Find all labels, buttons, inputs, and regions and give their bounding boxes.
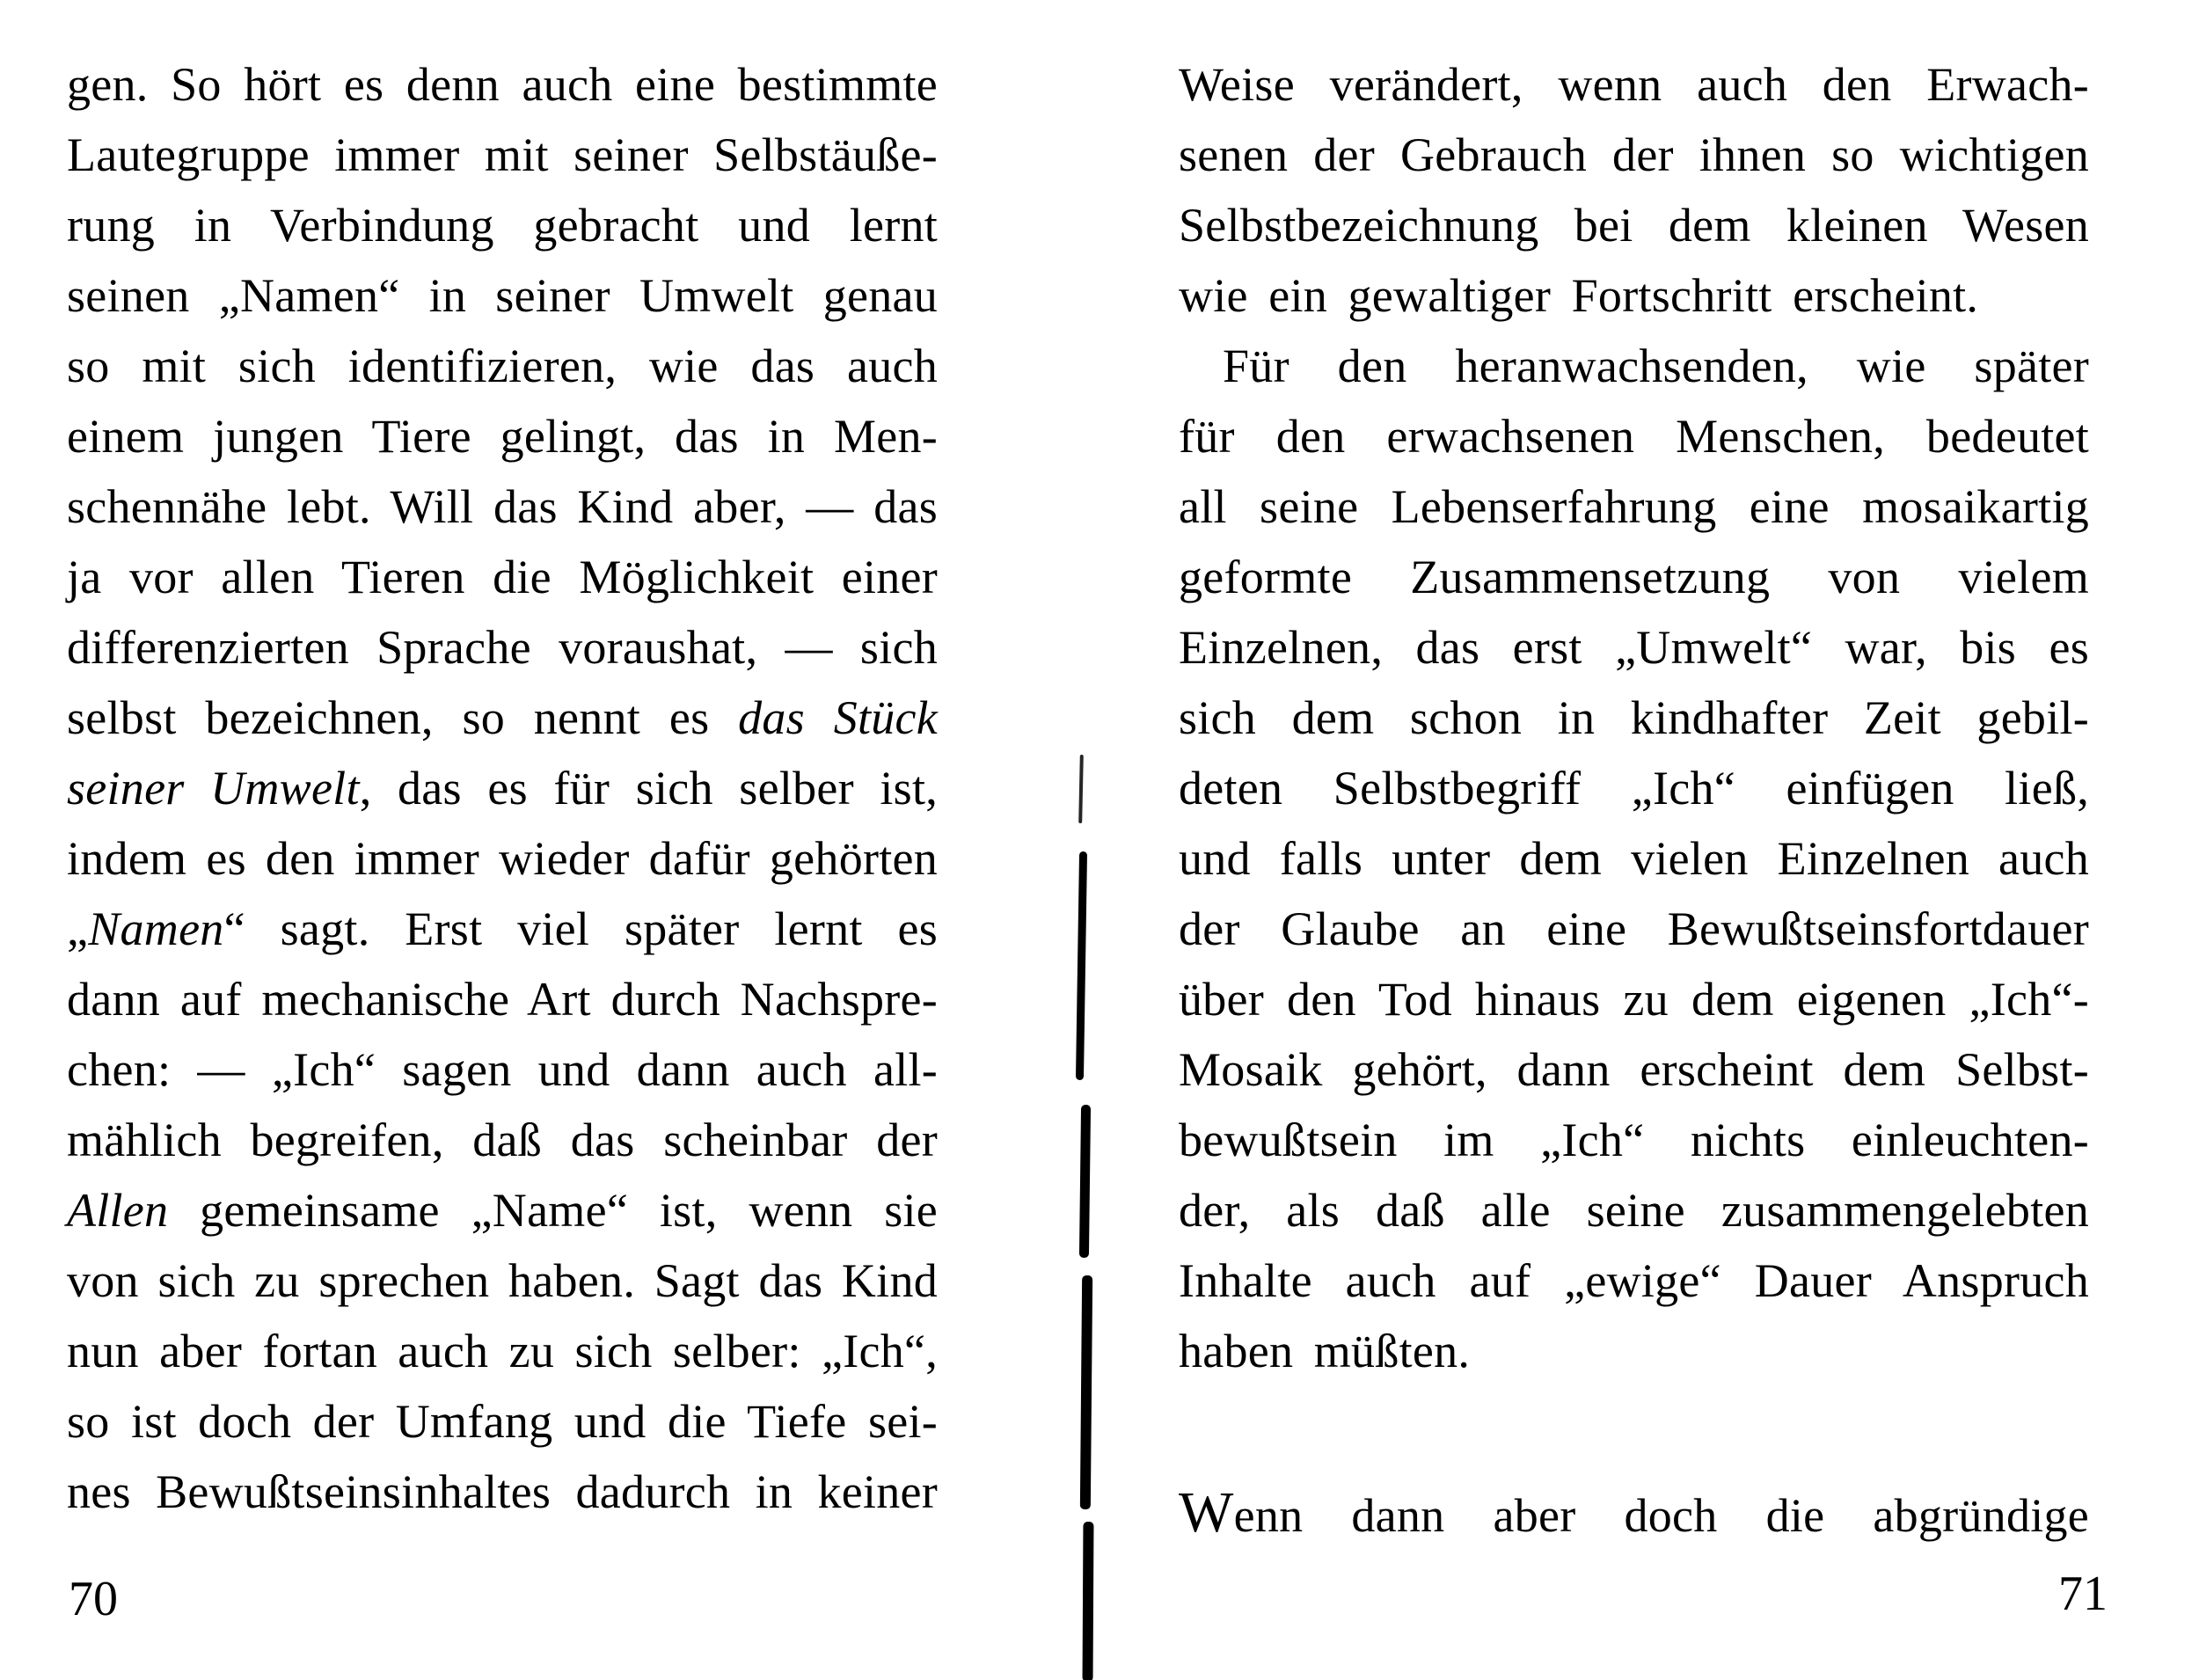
text-run: Lautegruppe immer mit seiner Selbstäuße- <box>67 128 938 181</box>
text-run: einem jungen Tiere gelingt, das in Men- <box>67 410 938 463</box>
gutter-crease-segment <box>1076 851 1087 1080</box>
page-number-left: 70 <box>69 1572 118 1626</box>
text-run: Für den heranwachsenden, wie später <box>1223 340 2089 392</box>
text-run: Allen <box>67 1184 169 1237</box>
page-right-text-column <box>1179 49 2089 1551</box>
text-line <box>67 120 938 190</box>
text-line <box>1179 683 2089 753</box>
text-line <box>67 894 938 964</box>
text-run: über den Tod hinaus zu dem eigenen „Ich“- <box>1179 973 2089 1026</box>
text-run: gemeinsame „Name“ ist, wenn sie <box>168 1184 938 1237</box>
text-run: dann auf mechanische Art durch Nachspre- <box>67 973 938 1026</box>
text-line <box>67 260 938 331</box>
text-run: der, als daß alle seine zusammengelebten <box>1179 1184 2089 1237</box>
text-run: all seine Lebenserfahrung eine mosaikartig <box>1179 480 2089 533</box>
text-line <box>67 823 938 894</box>
text-run: der Glaube an eine Bewußtseinsfortdauer <box>1179 902 2089 955</box>
text-run: rung in Verbindung gebracht und lernt <box>67 199 938 252</box>
text-line <box>1179 753 2089 823</box>
text-run: mählich begreifen, daß das scheinbar der <box>67 1114 938 1166</box>
text-line <box>1179 190 2089 260</box>
gutter-crease-segment <box>1079 1105 1091 1258</box>
text-run: “ sagt. Erst viel später lernt es <box>223 902 938 955</box>
text-line <box>1179 120 2089 190</box>
text-line <box>1179 49 2089 120</box>
text-line <box>1179 471 2089 542</box>
gutter-crease-segment <box>1078 755 1084 823</box>
text-line <box>1179 1034 2089 1105</box>
text-line <box>67 401 938 471</box>
text-line <box>67 753 938 823</box>
text-line <box>1179 1105 2089 1175</box>
text-run: senen der Gebrauch der ihnen so wichtigen <box>1179 128 2089 181</box>
text-line <box>67 471 938 542</box>
text-line <box>67 1105 938 1175</box>
text-run: schennähe lebt. Will das Kind aber, — das <box>67 480 938 533</box>
text-line <box>1179 1316 2089 1386</box>
gutter-crease-segment <box>1083 1522 1094 1680</box>
text-line <box>67 683 938 753</box>
text-run: ja vor allen Tieren die Möglichkeit einer <box>67 551 938 603</box>
text-run: selbst bezeichnen, so nennt es <box>67 691 739 744</box>
text-run: nun aber fortan auch zu sich selber: „Ich“, <box>67 1325 938 1377</box>
text-line <box>67 612 938 683</box>
text-run: geformte Zusammensetzung von vielem <box>1179 551 2089 603</box>
text-run: „ <box>67 902 89 955</box>
text-run: sich dem schon in kindhafter Zeit gebil- <box>1179 691 2089 744</box>
text-run: gen. So hört es denn auch eine bestimmte <box>67 58 938 111</box>
text-run: und falls unter dem vielen Einzelnen auch <box>1179 832 2089 885</box>
text-line <box>67 1386 938 1457</box>
text-line <box>67 331 938 401</box>
text-line <box>1179 542 2089 612</box>
text-run: Selbstbezeichnung bei dem kleinen Wesen <box>1179 199 2089 252</box>
text-line <box>1179 260 2089 331</box>
text-run: differenzierten Sprache voraushat, — sich <box>67 621 938 674</box>
text-line <box>67 1175 938 1245</box>
text-run: deten Selbstbegriff „Ich“ einfügen ließ, <box>1179 762 2089 814</box>
text-line <box>67 190 938 260</box>
text-run: seinen „Namen“ in seiner Umwelt genau <box>67 269 938 322</box>
text-line <box>67 542 938 612</box>
text-line <box>1179 401 2089 471</box>
text-line <box>67 49 938 120</box>
text-line <box>67 1316 938 1386</box>
text-run: enn dann aber doch die abgründige <box>1233 1489 2089 1542</box>
gutter-crease-segment <box>1080 1275 1092 1509</box>
text-run: Namen <box>88 902 224 955</box>
text-run: Weise verändert, wenn auch den Erwach- <box>1179 58 2089 111</box>
text-run: Inhalte auch auf „ewige“ Dauer Anspruch <box>1179 1254 2089 1307</box>
page-number-right: 71 <box>2058 1567 2108 1621</box>
text-run: nes Bewußtseinsinhaltes dadurch in keiner <box>67 1465 938 1518</box>
text-run: das Stück <box>738 691 938 744</box>
text-run: haben müßten. <box>1179 1325 1471 1377</box>
text-line <box>1179 823 2089 894</box>
text-run: , das es für sich selber ist, <box>359 762 938 814</box>
text-run: für den erwachsenen Menschen, bedeutet <box>1179 410 2089 463</box>
text-line <box>1179 964 2089 1034</box>
text-line <box>67 964 938 1034</box>
page-left-text-column <box>67 49 938 1527</box>
paragraph-initial: W <box>1179 1480 1234 1545</box>
text-line <box>67 1245 938 1316</box>
text-line <box>1179 331 2089 401</box>
text-line <box>1179 1175 2089 1245</box>
text-run: Mosaik gehört, dann erscheint dem Selbst- <box>1179 1043 2089 1096</box>
text-run: seiner Umwelt <box>67 762 360 814</box>
text-line <box>67 1034 938 1105</box>
text-line <box>1179 612 2089 683</box>
text-run: Einzelnen, das erst „Umwelt“ war, bis es <box>1179 621 2089 674</box>
text-run: so ist doch der Umfang und die Tiefe sei- <box>67 1395 938 1448</box>
text-run: bewußtsein im „Ich“ nichts einleuchten- <box>1179 1114 2089 1166</box>
text-run: indem es den immer wieder dafür gehörten <box>67 832 938 885</box>
text-line <box>67 1457 938 1527</box>
text-run: von sich zu sprechen haben. Sagt das Kind <box>67 1254 938 1307</box>
text-line <box>1179 1245 2089 1316</box>
text-run: wie ein gewaltiger Fortschritt erscheint. <box>1179 269 1979 322</box>
text-line <box>1179 894 2089 964</box>
text-run: so mit sich identifizieren, wie das auch <box>67 340 938 392</box>
text-run: chen: — „Ich“ sagen und dann auch all- <box>67 1043 938 1096</box>
text-line <box>1179 1478 2089 1551</box>
